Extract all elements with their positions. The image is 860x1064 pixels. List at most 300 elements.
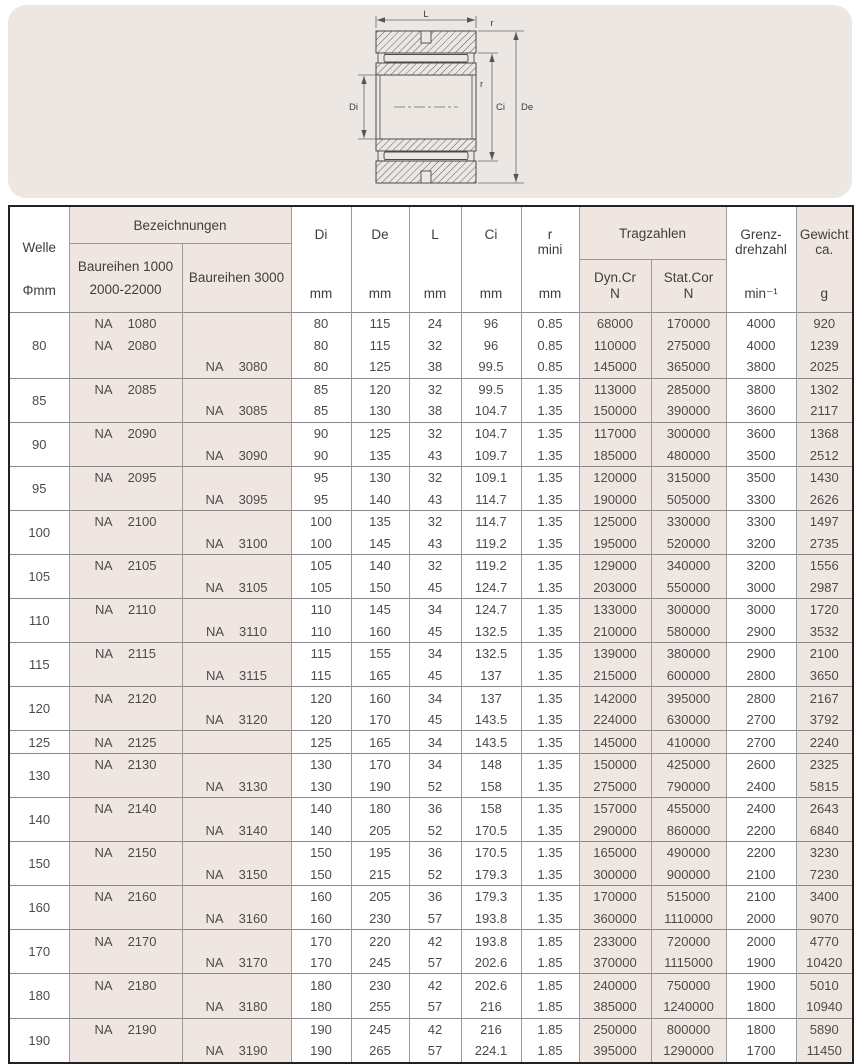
- cell-grenz: 1900: [726, 974, 796, 996]
- cell-stat: 425000: [651, 753, 726, 775]
- cell-b1000: [69, 488, 182, 510]
- welle-group: [9, 643, 853, 687]
- grenz-unit: min⁻¹: [744, 286, 778, 301]
- cell-b1000: NA 2120: [69, 687, 182, 709]
- cell-ci: 132.5: [461, 643, 521, 665]
- cell-r: 1.35: [521, 864, 579, 886]
- header-dyn-cr: [580, 260, 652, 312]
- table-row: [9, 510, 853, 532]
- cell-dyn: 165000: [579, 842, 651, 864]
- cell-b3000: [182, 422, 291, 444]
- cell-grenz: 2200: [726, 820, 796, 842]
- cell-di: 150: [291, 864, 351, 886]
- cell-de: 170: [351, 753, 409, 775]
- cell-grenz: 2000: [726, 930, 796, 952]
- cell-de: 205: [351, 886, 409, 908]
- cell-l: 34: [409, 599, 461, 621]
- cell-grenz: 2700: [726, 731, 796, 754]
- cell-b3000: NA 3110: [182, 621, 291, 643]
- cell-ci: 137: [461, 665, 521, 687]
- cell-welle: 110: [28, 613, 50, 629]
- cell-welle: 125: [28, 734, 51, 750]
- cell-ci: 216: [461, 1018, 521, 1040]
- cell-grenz: 2100: [726, 864, 796, 886]
- cell-g: 5890: [796, 1018, 853, 1040]
- cell-di: 95: [291, 466, 351, 488]
- cell-de: 115: [351, 335, 409, 357]
- cell-r: 1.35: [521, 709, 579, 731]
- cell-stat: 315000: [651, 466, 726, 488]
- welle-group: [9, 687, 853, 731]
- ci-unit: mm: [479, 286, 503, 301]
- cell-de: 255: [351, 996, 409, 1018]
- table-row: [9, 753, 853, 775]
- cell-dyn: 385000: [579, 996, 651, 1018]
- cell-grenz: 3000: [726, 599, 796, 621]
- di-label: Di: [314, 227, 328, 242]
- cell-de: 230: [351, 974, 409, 996]
- cell-grenz: 3300: [726, 488, 796, 510]
- cell-b3000: NA 3080: [182, 356, 291, 378]
- cell-r: 1.85: [521, 996, 579, 1018]
- cell-l: 36: [409, 798, 461, 820]
- cell-stat: 900000: [651, 864, 726, 886]
- cell-di: 80: [291, 356, 351, 378]
- cell-di: 115: [291, 643, 351, 665]
- cell-ci: 170.5: [461, 842, 521, 864]
- cell-b1000: NA 2085: [69, 378, 182, 400]
- cell-g: 3650: [796, 665, 853, 687]
- cell-l: 43: [409, 488, 461, 510]
- header-de: [351, 206, 409, 313]
- table-row: [9, 908, 853, 930]
- cell-g: 2025: [796, 356, 853, 378]
- cell-welle: 105: [28, 569, 51, 585]
- cell-b3000: [182, 335, 291, 357]
- cell-b3000: [182, 643, 291, 665]
- cell-de: 190: [351, 775, 409, 797]
- welle-group: [9, 466, 853, 510]
- cell-de: 245: [351, 1018, 409, 1040]
- cell-stat: 410000: [651, 731, 726, 754]
- cell-ci: 119.2: [461, 532, 521, 554]
- cell-b1000: NA 2160: [69, 886, 182, 908]
- cell-de: 170: [351, 709, 409, 731]
- cell-l: 32: [409, 555, 461, 577]
- cell-grenz: 2700: [726, 709, 796, 731]
- cell-de: 165: [351, 665, 409, 687]
- cell-g: 5010: [796, 974, 853, 996]
- table-row: [9, 952, 853, 974]
- cell-di: 180: [291, 974, 351, 996]
- cell-stat: 550000: [651, 577, 726, 599]
- cell-stat: 300000: [651, 599, 726, 621]
- cell-r: 1.35: [521, 731, 579, 754]
- cell-g: 920: [796, 313, 853, 335]
- cell-ci: 143.5: [461, 731, 521, 754]
- table-row: [9, 378, 853, 400]
- cell-b3000: [182, 555, 291, 577]
- cell-l: 34: [409, 643, 461, 665]
- cell-g: 2643: [796, 798, 853, 820]
- cell-welle: 80: [32, 337, 47, 353]
- cell-b1000: [69, 400, 182, 422]
- cell-di: 85: [291, 400, 351, 422]
- cell-ci: 193.8: [461, 908, 521, 930]
- cell-ci: 202.6: [461, 974, 521, 996]
- cell-r: 1.35: [521, 908, 579, 930]
- table-row: [9, 444, 853, 466]
- cell-stat: 505000: [651, 488, 726, 510]
- table-row: [9, 974, 853, 996]
- cell-di: 85: [291, 378, 351, 400]
- welle-group: [9, 1018, 853, 1063]
- header-welle: [9, 206, 69, 313]
- cell-grenz: 2400: [726, 775, 796, 797]
- cell-de: 180: [351, 798, 409, 820]
- cell-ci: 148: [461, 753, 521, 775]
- cell-g: 2325: [796, 753, 853, 775]
- welle-group: [9, 930, 853, 974]
- cell-r: 1.35: [521, 687, 579, 709]
- cell-grenz: 2400: [726, 798, 796, 820]
- cell-ci: 179.3: [461, 864, 521, 886]
- needle-cage-top: [384, 55, 468, 63]
- cell-ci: 137: [461, 687, 521, 709]
- cell-l: 32: [409, 466, 461, 488]
- cell-dyn: 185000: [579, 444, 651, 466]
- table-row: [9, 820, 853, 842]
- cell-b3000: [182, 599, 291, 621]
- table-row: [9, 731, 853, 754]
- cell-di: 140: [291, 798, 351, 820]
- cell-grenz: 2000: [726, 908, 796, 930]
- cell-r: 1.35: [521, 643, 579, 665]
- cell-stat: 340000: [651, 555, 726, 577]
- cell-b3000: NA 3100: [182, 532, 291, 554]
- cell-di: 105: [291, 577, 351, 599]
- cell-b3000: [182, 1018, 291, 1040]
- dim-label-r-mid: r: [480, 79, 484, 90]
- cell-r: 1.35: [521, 753, 579, 775]
- welle-group: [9, 378, 853, 422]
- table-row: [9, 930, 853, 952]
- cell-grenz: 1800: [726, 996, 796, 1018]
- cell-r: 1.35: [521, 532, 579, 554]
- cell-stat: 720000: [651, 930, 726, 952]
- cell-b3000: [182, 886, 291, 908]
- table-row: [9, 577, 853, 599]
- cell-welle: 100: [28, 524, 51, 540]
- cell-dyn: 133000: [579, 599, 651, 621]
- cell-b1000: NA 2190: [69, 1018, 182, 1040]
- cell-dyn: 233000: [579, 930, 651, 952]
- cell-r: 0.85: [521, 356, 579, 378]
- cell-ci: 170.5: [461, 820, 521, 842]
- cell-r: 1.85: [521, 952, 579, 974]
- header-ci: [461, 206, 521, 313]
- cell-ci: 124.7: [461, 577, 521, 599]
- header-gewicht: [796, 206, 853, 313]
- cell-b3000: [182, 753, 291, 775]
- de-unit: mm: [368, 286, 392, 301]
- cell-b1000: NA 2080: [69, 335, 182, 357]
- cell-l: 57: [409, 908, 461, 930]
- cell-b1000: [69, 775, 182, 797]
- cell-g: 9070: [796, 908, 853, 930]
- cell-l: 45: [409, 621, 461, 643]
- cell-g: 2240: [796, 731, 853, 754]
- cell-di: 80: [291, 313, 351, 335]
- cell-b1000: [69, 996, 182, 1018]
- cell-di: 170: [291, 930, 351, 952]
- stat-unit: N: [683, 286, 694, 301]
- cell-b1000: [69, 864, 182, 886]
- cell-welle: 85: [32, 392, 47, 408]
- inner-ring-bottom: [376, 139, 476, 151]
- stat-label: Stat.Cor: [663, 270, 714, 285]
- cell-dyn: 113000: [579, 378, 651, 400]
- cell-de: 155: [351, 643, 409, 665]
- cell-b1000: [69, 444, 182, 466]
- cell-di: 160: [291, 886, 351, 908]
- cell-ci: 179.3: [461, 886, 521, 908]
- cell-r: 1.35: [521, 444, 579, 466]
- cell-g: 7230: [796, 864, 853, 886]
- cell-r: 1.35: [521, 510, 579, 532]
- cell-welle: 190: [28, 1032, 51, 1048]
- cell-ci: 143.5: [461, 709, 521, 731]
- cell-dyn: 120000: [579, 466, 651, 488]
- cell-de: 165: [351, 731, 409, 754]
- needle-cage-bottom: [384, 152, 468, 160]
- table-row: [9, 621, 853, 643]
- inner-ring-top: [376, 63, 476, 75]
- welle-group: [9, 798, 853, 842]
- cell-di: 100: [291, 510, 351, 532]
- cell-ci: 202.6: [461, 952, 521, 974]
- dim-label-De: De: [521, 102, 534, 113]
- cell-r: 1.85: [521, 1040, 579, 1063]
- cell-stat: 790000: [651, 775, 726, 797]
- ci-label: Ci: [484, 227, 498, 242]
- cell-grenz: 3200: [726, 532, 796, 554]
- table-row: [9, 643, 853, 665]
- header-l: [409, 206, 461, 313]
- cell-g: 3792: [796, 709, 853, 731]
- cell-di: 190: [291, 1018, 351, 1040]
- header-stat-cor: [652, 260, 726, 312]
- cell-b1000: [69, 1040, 182, 1063]
- cell-dyn: 129000: [579, 555, 651, 577]
- table-row: [9, 1040, 853, 1063]
- cell-de: 130: [351, 466, 409, 488]
- cell-b1000: NA 2180: [69, 974, 182, 996]
- cell-r: 1.35: [521, 400, 579, 422]
- cell-b3000: [182, 842, 291, 864]
- welle-group: [9, 974, 853, 1018]
- table-row: [9, 313, 853, 335]
- cell-b1000: NA 1080: [69, 313, 182, 335]
- cell-stat: 1290000: [651, 1040, 726, 1063]
- cell-l: 36: [409, 886, 461, 908]
- table-row: [9, 842, 853, 864]
- cell-grenz: 1700: [726, 1040, 796, 1063]
- cell-ci: 224.1: [461, 1040, 521, 1063]
- cell-g: 6840: [796, 820, 853, 842]
- cell-grenz: 1900: [726, 952, 796, 974]
- welle-group: [9, 753, 853, 797]
- cell-dyn: 215000: [579, 665, 651, 687]
- cell-ci: 114.7: [461, 488, 521, 510]
- di-unit: mm: [309, 286, 333, 301]
- gewicht-label: Gewicht ca.: [799, 227, 849, 257]
- cell-ci: 104.7: [461, 400, 521, 422]
- cell-r: 1.35: [521, 842, 579, 864]
- cell-grenz: 2800: [726, 665, 796, 687]
- cell-l: 45: [409, 665, 461, 687]
- table-row: [9, 1018, 853, 1040]
- cell-de: 145: [351, 532, 409, 554]
- cell-r: 1.35: [521, 886, 579, 908]
- cell-stat: 630000: [651, 709, 726, 731]
- cell-b3000: [182, 687, 291, 709]
- cell-di: 115: [291, 665, 351, 687]
- cell-grenz: 3300: [726, 510, 796, 532]
- grenz-label: Grenz- drehzahl: [735, 227, 787, 257]
- cell-stat: 580000: [651, 621, 726, 643]
- cell-dyn: 240000: [579, 974, 651, 996]
- cell-grenz: 3800: [726, 356, 796, 378]
- cell-b3000: NA 3130: [182, 775, 291, 797]
- cell-r: 0.85: [521, 313, 579, 335]
- cell-di: 130: [291, 753, 351, 775]
- r-mini-label: r mini: [537, 227, 563, 257]
- cell-b1000: NA 2150: [69, 842, 182, 864]
- cell-r: 1.35: [521, 599, 579, 621]
- cell-g: 2100: [796, 643, 853, 665]
- cell-de: 120: [351, 378, 409, 400]
- cell-dyn: 150000: [579, 753, 651, 775]
- table-row: [9, 488, 853, 510]
- cell-r: 1.35: [521, 422, 579, 444]
- cell-welle: 120: [28, 701, 51, 717]
- cell-stat: 395000: [651, 687, 726, 709]
- cell-di: 120: [291, 709, 351, 731]
- cell-g: 2626: [796, 488, 853, 510]
- welle-group: [9, 842, 853, 886]
- gewicht-unit: g: [820, 286, 828, 301]
- cell-b3000: NA 3150: [182, 864, 291, 886]
- cell-g: 2167: [796, 687, 853, 709]
- cell-de: 215: [351, 864, 409, 886]
- cell-di: 140: [291, 820, 351, 842]
- cell-l: 34: [409, 753, 461, 775]
- cell-dyn: 300000: [579, 864, 651, 886]
- table-row: [9, 886, 853, 908]
- cell-stat: 275000: [651, 335, 726, 357]
- cell-welle: 160: [28, 900, 51, 916]
- cell-di: 90: [291, 422, 351, 444]
- cell-stat: 1115000: [651, 952, 726, 974]
- table-row: [9, 555, 853, 577]
- cell-di: 190: [291, 1040, 351, 1063]
- cell-b1000: NA 2130: [69, 753, 182, 775]
- table-row: [9, 400, 853, 422]
- cell-r: 1.35: [521, 466, 579, 488]
- cell-r: 1.35: [521, 820, 579, 842]
- welle-group: [9, 731, 853, 754]
- cell-dyn: 150000: [579, 400, 651, 422]
- cell-grenz: 3500: [726, 444, 796, 466]
- cell-welle: 170: [28, 944, 51, 960]
- cell-dyn: 195000: [579, 532, 651, 554]
- cell-welle: 90: [32, 436, 47, 452]
- cell-b1000: NA 2125: [69, 731, 182, 754]
- cell-g: 11450: [796, 1040, 853, 1063]
- cell-de: 125: [351, 356, 409, 378]
- cell-b3000: NA 3190: [182, 1040, 291, 1063]
- cell-stat: 455000: [651, 798, 726, 820]
- cell-de: 245: [351, 952, 409, 974]
- dim-label-Ci: Ci: [496, 102, 505, 113]
- cell-stat: 380000: [651, 643, 726, 665]
- cell-di: 125: [291, 731, 351, 754]
- cell-stat: 300000: [651, 422, 726, 444]
- cell-b3000: NA 3120: [182, 709, 291, 731]
- cell-b3000: [182, 731, 291, 754]
- cell-b1000: NA 2105: [69, 555, 182, 577]
- cell-stat: 1240000: [651, 996, 726, 1018]
- table-row: [9, 775, 853, 797]
- cell-stat: 490000: [651, 842, 726, 864]
- cell-ci: 119.2: [461, 555, 521, 577]
- cell-welle: 115: [28, 657, 50, 673]
- cell-l: 57: [409, 996, 461, 1018]
- welle-group: [9, 555, 853, 599]
- header-tragzahlen-label: Tragzahlen: [580, 207, 726, 260]
- cell-de: 160: [351, 621, 409, 643]
- cell-l: 32: [409, 422, 461, 444]
- cell-g: 2987: [796, 577, 853, 599]
- cell-g: 1368: [796, 422, 853, 444]
- cell-b1000: [69, 952, 182, 974]
- lubrication-groove-top: [421, 31, 431, 43]
- header-baureihen-1000: [70, 244, 183, 312]
- cell-di: 90: [291, 444, 351, 466]
- cell-de: 195: [351, 842, 409, 864]
- table-row: [9, 466, 853, 488]
- cell-l: 45: [409, 709, 461, 731]
- cell-stat: 170000: [651, 313, 726, 335]
- table-row: [9, 996, 853, 1018]
- cell-de: 230: [351, 908, 409, 930]
- table-row: [9, 709, 853, 731]
- table-row: [9, 335, 853, 357]
- cell-ci: 104.7: [461, 422, 521, 444]
- cell-de: 115: [351, 313, 409, 335]
- cell-de: 140: [351, 488, 409, 510]
- cell-g: 3532: [796, 621, 853, 643]
- cell-l: 52: [409, 775, 461, 797]
- table-row: [9, 665, 853, 687]
- welle-group: [9, 422, 853, 466]
- cell-g: 2117: [796, 400, 853, 422]
- cell-stat: 480000: [651, 444, 726, 466]
- cell-de: 220: [351, 930, 409, 952]
- cell-de: 130: [351, 400, 409, 422]
- cell-g: 1302: [796, 378, 853, 400]
